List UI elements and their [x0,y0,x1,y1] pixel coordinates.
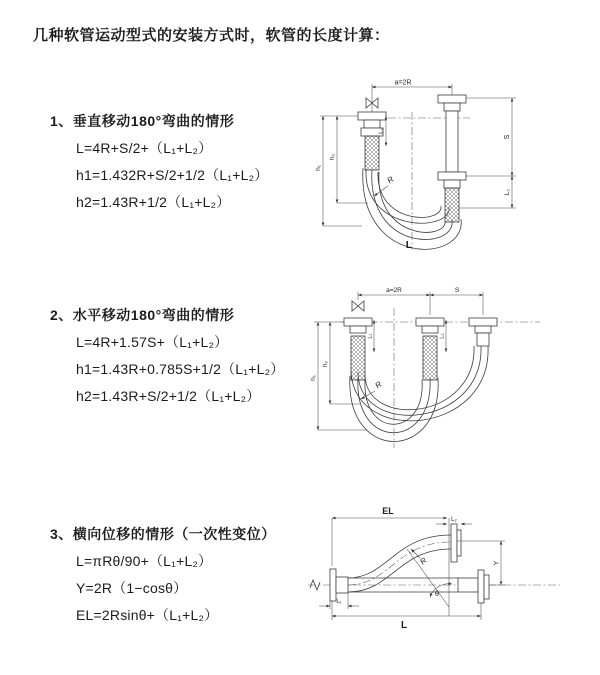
valve-icon [352,301,364,311]
dim-a-label: a=2R [386,287,402,294]
dim-l2-label: L₂ [439,333,446,339]
section-horizontal-travel [50,305,284,406]
section-3-heading: 3、横向位移的情形（一次性变位） [50,526,276,542]
section-vertical-travel [50,111,268,212]
section-2-heading: 2、水平移动180°弯曲的情形 [50,307,235,323]
angle-construction [407,518,452,616]
dim-l2-label: L₂ [451,517,457,523]
formula-h2: h2=1.43R+S/2+1/2（L₁+L₂） [76,388,261,404]
formula-length: L=4R+1.57S+（L₁+L₂） [76,334,229,350]
angle-label: θ [435,591,439,598]
dim-s-label: S [504,134,511,140]
centerlines [340,308,540,448]
section-lateral-displacement [50,524,276,625]
section-1-heading: 1、垂直移动180°弯曲的情形 [50,113,235,129]
formula-h2: h2=1.43R+1/2（L₁+L₂） [76,194,231,210]
dim-l1-label: L₁ [378,128,385,134]
radius-label: R [418,555,429,567]
moving-end-fitting [438,95,466,222]
displaced-end-flange [451,524,461,562]
dim-l1-label: L₁ [367,333,374,339]
formula-length: L=πRθ/90+（L₁+L₂） [76,553,213,569]
original-end-flange [458,570,489,603]
horizontal-travel-180-bend-diagram [306,282,546,452]
fixed-end-fitting [344,318,372,380]
dim-s-label: S [454,287,460,294]
dimensions [319,506,505,631]
hose-shifted-loop [351,346,488,421]
dim-l2-label: L₂ [504,188,511,196]
moving-end-fitting [416,318,444,380]
page-title: 几种软管运动型式的安装方式时，软管的长度计算： [33,27,390,44]
lateral-displacement-diagram [300,498,600,658]
dim-h1-label: h₁ [310,375,317,381]
dimensions [315,80,516,252]
dim-a-label: a=2R [394,79,412,87]
length-label: L [405,239,413,251]
vertical-travel-180-bend-diagram [310,72,525,256]
dim-l-label: L [400,620,408,631]
formula-y: Y=2R（1−cosθ） [76,580,188,596]
dim-y-label: Y [493,560,501,566]
dim-h2-label: h₂ [329,153,336,161]
moving-end-shifted-position [469,318,497,346]
dim-el-label: EL [382,506,394,516]
hose-displaced-position [348,535,451,592]
fixed-end-fitting [358,112,386,170]
formula-h1: h1=1.43R+0.785S+1/2（L₁+L₂） [76,361,285,377]
fixed-end-flange [330,569,348,601]
radius-label: R [385,174,396,186]
formula-h1: h1=1.432R+S/2+1/2（L₁+L₂） [76,167,269,183]
dim-h1-label: h₁ [315,165,322,171]
dim-l1-label: L₁ [336,599,342,605]
formula-el: EL=2Rsinθ+（L₁+L₂） [76,607,219,623]
radius-label: R [373,379,384,391]
formula-length: L=4R+S/2+（L₁+L₂） [76,140,213,156]
dim-h2-label: h₂ [322,360,329,368]
